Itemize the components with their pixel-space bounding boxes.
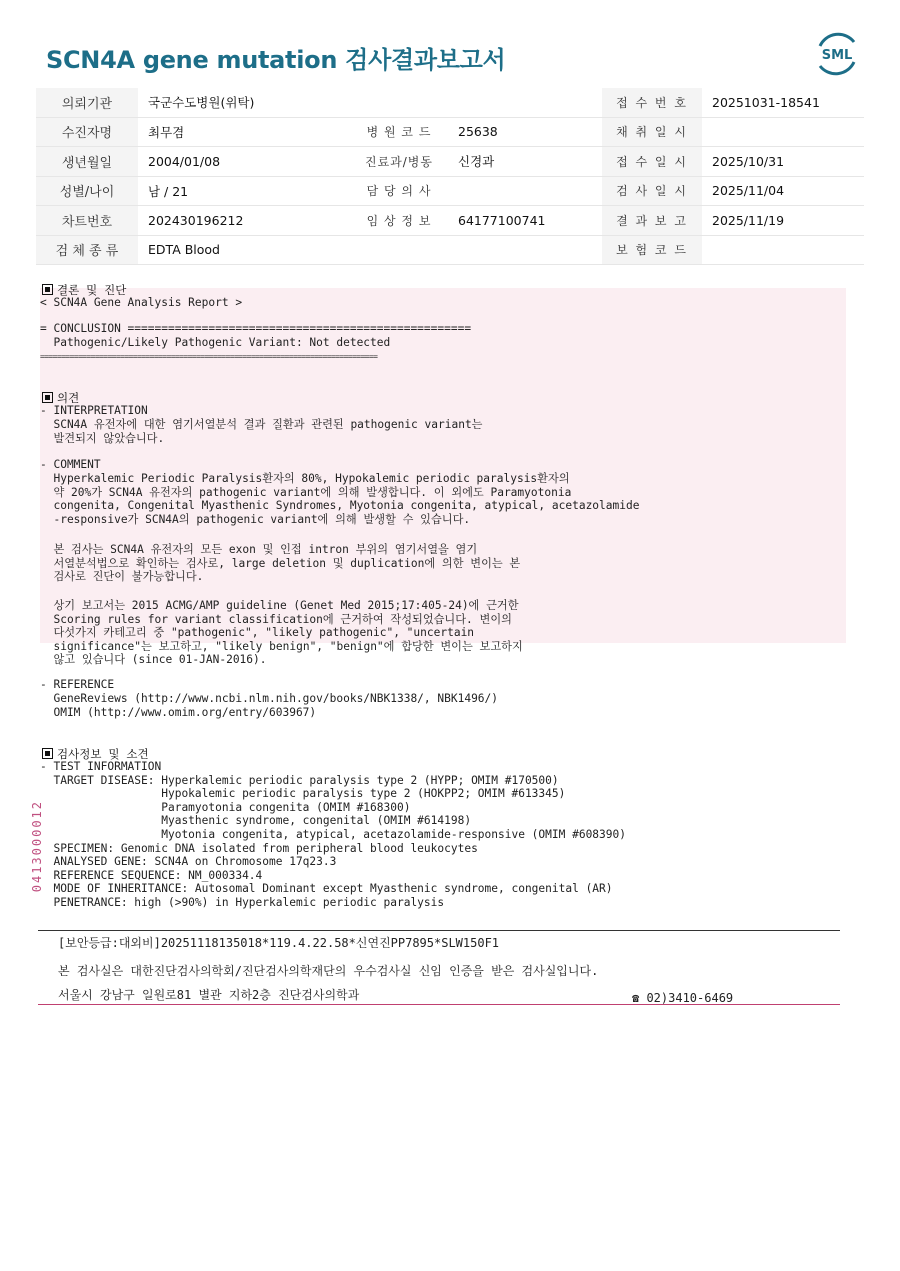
info-label: 생년월일 <box>36 147 138 177</box>
info-value: 남 / 21 <box>138 176 350 206</box>
info-label: 접 수 번 호 <box>602 88 702 117</box>
info-label: 보 험 코 드 <box>602 235 702 265</box>
certification-text: 본 검사실은 대한진단검사의학회/진단검사의학재단의 우수검사실 신임 인증을 받은 검사실입니다. <box>58 964 599 978</box>
info-label: 접 수 일 시 <box>602 147 702 177</box>
info-row <box>36 235 864 265</box>
interpretation-heading: - INTERPRETATION <box>40 404 148 417</box>
info-value: 최무겸 <box>138 117 350 147</box>
info-value: 신경과 <box>448 147 602 177</box>
lab-phone: ☎ 02)3410-6469 <box>632 991 734 1005</box>
info-row <box>36 117 864 147</box>
info-value: 25638 <box>448 117 602 147</box>
info-label: 임 상 정 보 <box>350 206 448 236</box>
logo-text: SML <box>821 48 853 63</box>
info-value: 2004/01/08 <box>138 147 350 177</box>
info-label: 담 당 의 사 <box>350 176 448 206</box>
patient-info-table <box>36 88 864 265</box>
info-value: 2025/10/31 <box>702 147 864 177</box>
sml-logo <box>812 30 862 76</box>
comment-paragraph-3: 상기 보고서는 2015 ACMG/AMP guideline (Genet Med 2015;17:405-24)에 근거한 Scoring rules for variant classification에 근거하여 작성되었습니다. 변이의 다섯가지 카테고리 중 "pathogenic", "likely pathogenic", "uncertain significance"는 보고하고, "likely benign", "benign"에 합당한 변이는 보고하지 않고 있습니다 (since 01-JAN-2016). <box>53 599 523 666</box>
info-value: 2025/11/04 <box>702 176 864 206</box>
conclusion-rule: = CONCLUSION =================================================== <box>40 322 472 335</box>
test-information: - TEST INFORMATION TARGET DISEASE: Hyperkalemic periodic paralysis type 2 (HYPP; OMIM #170500) Hypokalemic periodic paralysis type 2 (HOKPP2; OMIM #613345) Paramyotonia congenita (OMIM #168300) Myasthenic syndrome, congenital (OMIM #614198) Myotonia congenita, atypical, acetazolamide-responsive (OMIM #608390) SPECIMEN: Genomic DNA isolated from peripheral blood leukocytes ANALYSED GENE: SCN4A on Chromosome 17q23.3 REFERENCE SEQUENCE: NM_000334.4 MODE OF INHERITANCE: Autosomal Dominant except Myasthenic syndrome, congenital (AR) PENETRANCE: high (>90%) in Hyperkalemic periodic paralysis <box>40 760 626 909</box>
info-row <box>36 176 864 206</box>
conclusion-text: Pathogenic/Likely Pathogenic Variant: Not detected <box>40 336 391 349</box>
info-value <box>702 117 864 147</box>
info-label <box>350 88 448 117</box>
info-value: 2025/11/19 <box>702 206 864 236</box>
info-value <box>702 235 864 265</box>
info-label: 진료과/병동 <box>350 147 448 177</box>
info-value: EDTA Blood <box>138 235 350 265</box>
info-label: 채 취 일 시 <box>602 117 702 147</box>
info-value: 20251031-18541 <box>702 88 864 117</box>
conclusion-end-rule: ================================================================================ <box>40 352 378 361</box>
info-value <box>448 88 602 117</box>
info-label: 검 사 일 시 <box>602 176 702 206</box>
interpretation-text: SCN4A 유전자에 대한 염기서열분석 결과 질환과 관련된 pathogenic variant는 발견되지 않았습니다. <box>53 418 483 445</box>
info-label: 검 체 종 류 <box>36 235 138 265</box>
info-label: 성별/나이 <box>36 176 138 206</box>
section-test-info-heading: 검사정보 및 소견 <box>42 746 149 762</box>
info-value: 64177100741 <box>448 206 602 236</box>
info-label <box>350 235 448 265</box>
info-row <box>36 206 864 236</box>
comment-paragraph-1: Hyperkalemic Periodic Paralysis환자의 80%, Hypokalemic periodic paralysis환자의 약 20%가 SCN4A 유전자의 pathogenic variant에 의해 발생합니다. 이 외에도 Paramyotonia congenita, Congenital Myasthenic Syndromes, Myotonia congenita, atypical, acetazolamide -responsive가 SCN4A의 pathogenic variant에 의해 발생할 수 있습니다. <box>53 472 640 526</box>
info-label: 결 과 보 고 <box>602 206 702 236</box>
footer-bottom-rule <box>38 1004 840 1005</box>
side-specimen-number: 0413000012 <box>30 800 44 893</box>
info-value: 국군수도병원(위탁) <box>138 88 350 117</box>
section-box-icon <box>42 284 53 295</box>
info-value <box>448 176 602 206</box>
info-label: 차트번호 <box>36 206 138 236</box>
section-box-icon <box>42 392 53 403</box>
info-label: 병 원 코 드 <box>350 117 448 147</box>
reference-heading: - REFERENCE <box>40 678 115 691</box>
page-title: SCN4A gene mutation 검사결과보고서 <box>46 46 506 74</box>
info-row <box>36 147 864 177</box>
info-value <box>448 235 602 265</box>
security-line: [보안등급:대외비]20251118135018*119.4.22.58*신연진PP7895*SLW150F1 <box>58 936 500 950</box>
info-label: 의뢰기관 <box>36 88 138 117</box>
comment-heading: - COMMENT <box>40 458 101 471</box>
report-name: < SCN4A Gene Analysis Report > <box>40 296 243 309</box>
lab-address: 서울시 강남구 일원로81 별관 지하2층 진단검사의학과 <box>58 988 360 1002</box>
comment-paragraph-2: 본 검사는 SCN4A 유전자의 모든 exon 및 인접 intron 부위의 염기서열을 염기 서열분석법으로 확인하는 검사로, large deletion 및 duplication에 의한 변이는 본 검사로 진단이 불가능합니다. <box>53 543 521 583</box>
reference-text: GeneReviews (http://www.ncbi.nlm.nih.gov/books/NBK1338/, NBK1496/) OMIM (http://www.omim.org/entry/603967) <box>53 692 499 719</box>
section-conclusion-heading: 결론 및 진단 <box>42 282 126 298</box>
info-row <box>36 88 864 117</box>
info-value: 202430196212 <box>138 206 350 236</box>
info-label: 수진자명 <box>36 117 138 147</box>
section-opinion-heading: 의견 <box>42 390 79 406</box>
section-box-icon <box>42 748 53 759</box>
footer-top-rule <box>38 930 840 931</box>
